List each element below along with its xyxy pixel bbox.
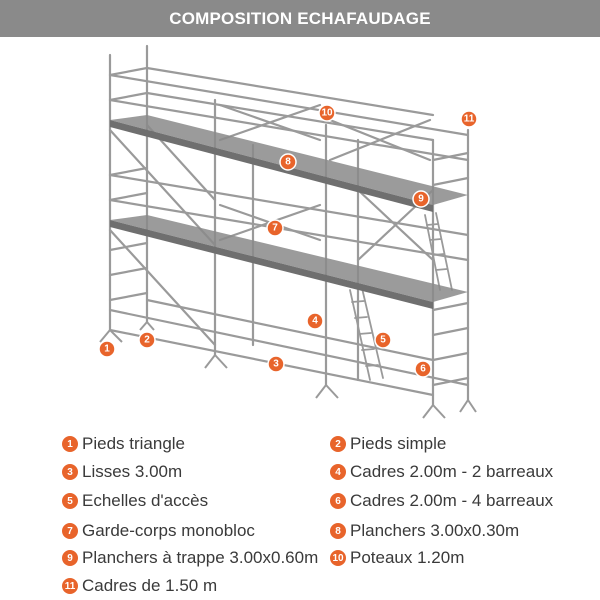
legend-number: 2 <box>330 436 346 452</box>
callout-7 <box>267 220 283 236</box>
legend-label: Pieds triangle <box>82 434 186 453</box>
legend-item-5 <box>62 488 208 514</box>
legend-number: 9 <box>62 550 78 566</box>
title-bar <box>0 0 600 37</box>
legend <box>0 428 600 600</box>
svg-text:1: 1 <box>104 343 110 355</box>
callout-4 <box>307 313 323 329</box>
legend-label: Planchers à trappe 3.00x0.60m <box>82 548 319 567</box>
svg-text:2: 2 <box>144 334 150 346</box>
legend-number: 5 <box>62 493 78 509</box>
legend-item-11 <box>62 573 217 599</box>
legend-label: Echelles d'accès <box>82 491 209 510</box>
legend-item-8 <box>330 518 519 544</box>
callout-10 <box>319 105 335 121</box>
legend-number: 7 <box>62 523 78 539</box>
legend-item-3 <box>62 459 182 485</box>
callout-6 <box>415 361 431 377</box>
legend-number: 8 <box>330 523 346 539</box>
legend-number: 10 <box>330 550 346 566</box>
legend-label: Cadres 2.00m - 4 barreaux <box>350 491 554 510</box>
legend-number: 1 <box>62 436 78 452</box>
legend-label: Pieds simple <box>350 434 447 453</box>
legend-item-2 <box>330 431 446 457</box>
svg-text:6: 6 <box>420 363 426 375</box>
legend-item-9 <box>62 545 318 571</box>
svg-text:3: 3 <box>273 358 279 370</box>
legend-label: Cadres 2.00m - 2 barreaux <box>350 462 554 481</box>
svg-text:8: 8 <box>285 156 291 168</box>
callout-2 <box>139 332 155 348</box>
callout-9 <box>413 191 429 207</box>
scaffold-diagram <box>0 37 600 425</box>
legend-number: 4 <box>330 464 346 480</box>
legend-label: Cadres de 1.50 m <box>82 576 218 595</box>
legend-item-4 <box>330 459 553 485</box>
svg-text:4: 4 <box>312 315 318 327</box>
right-end-frame <box>433 130 468 405</box>
svg-text:7: 7 <box>272 222 278 234</box>
scaffold-illustration <box>0 37 600 425</box>
upper-guardrails <box>110 68 468 160</box>
legend-item-1 <box>62 431 185 457</box>
page-title: COMPOSITION ECHAFAUDAGE <box>169 8 431 28</box>
callout-3 <box>268 356 284 372</box>
legend-item-6 <box>330 488 553 514</box>
svg-text:5: 5 <box>380 334 386 346</box>
legend-number: 6 <box>330 493 346 509</box>
callout-11 <box>461 111 477 127</box>
callout-8 <box>280 154 296 170</box>
legend-item-10 <box>330 545 464 571</box>
legend-label: Planchers 3.00x0.30m <box>350 521 520 540</box>
legend-number: 11 <box>62 578 78 594</box>
svg-text:11: 11 <box>463 113 475 125</box>
callout-5 <box>375 332 391 348</box>
bottom-ledgers <box>110 300 468 395</box>
legend-number: 3 <box>62 464 78 480</box>
callout-1 <box>99 341 115 357</box>
legend-label: Poteaux 1.20m <box>350 548 465 567</box>
svg-text:10: 10 <box>321 107 333 119</box>
svg-text:9: 9 <box>418 193 424 205</box>
legend-label: Lisses 3.00m <box>82 462 183 481</box>
legend-label: Garde-corps monobloc <box>82 521 255 540</box>
left-end-frame <box>110 46 147 330</box>
legend-item-7 <box>62 518 255 544</box>
